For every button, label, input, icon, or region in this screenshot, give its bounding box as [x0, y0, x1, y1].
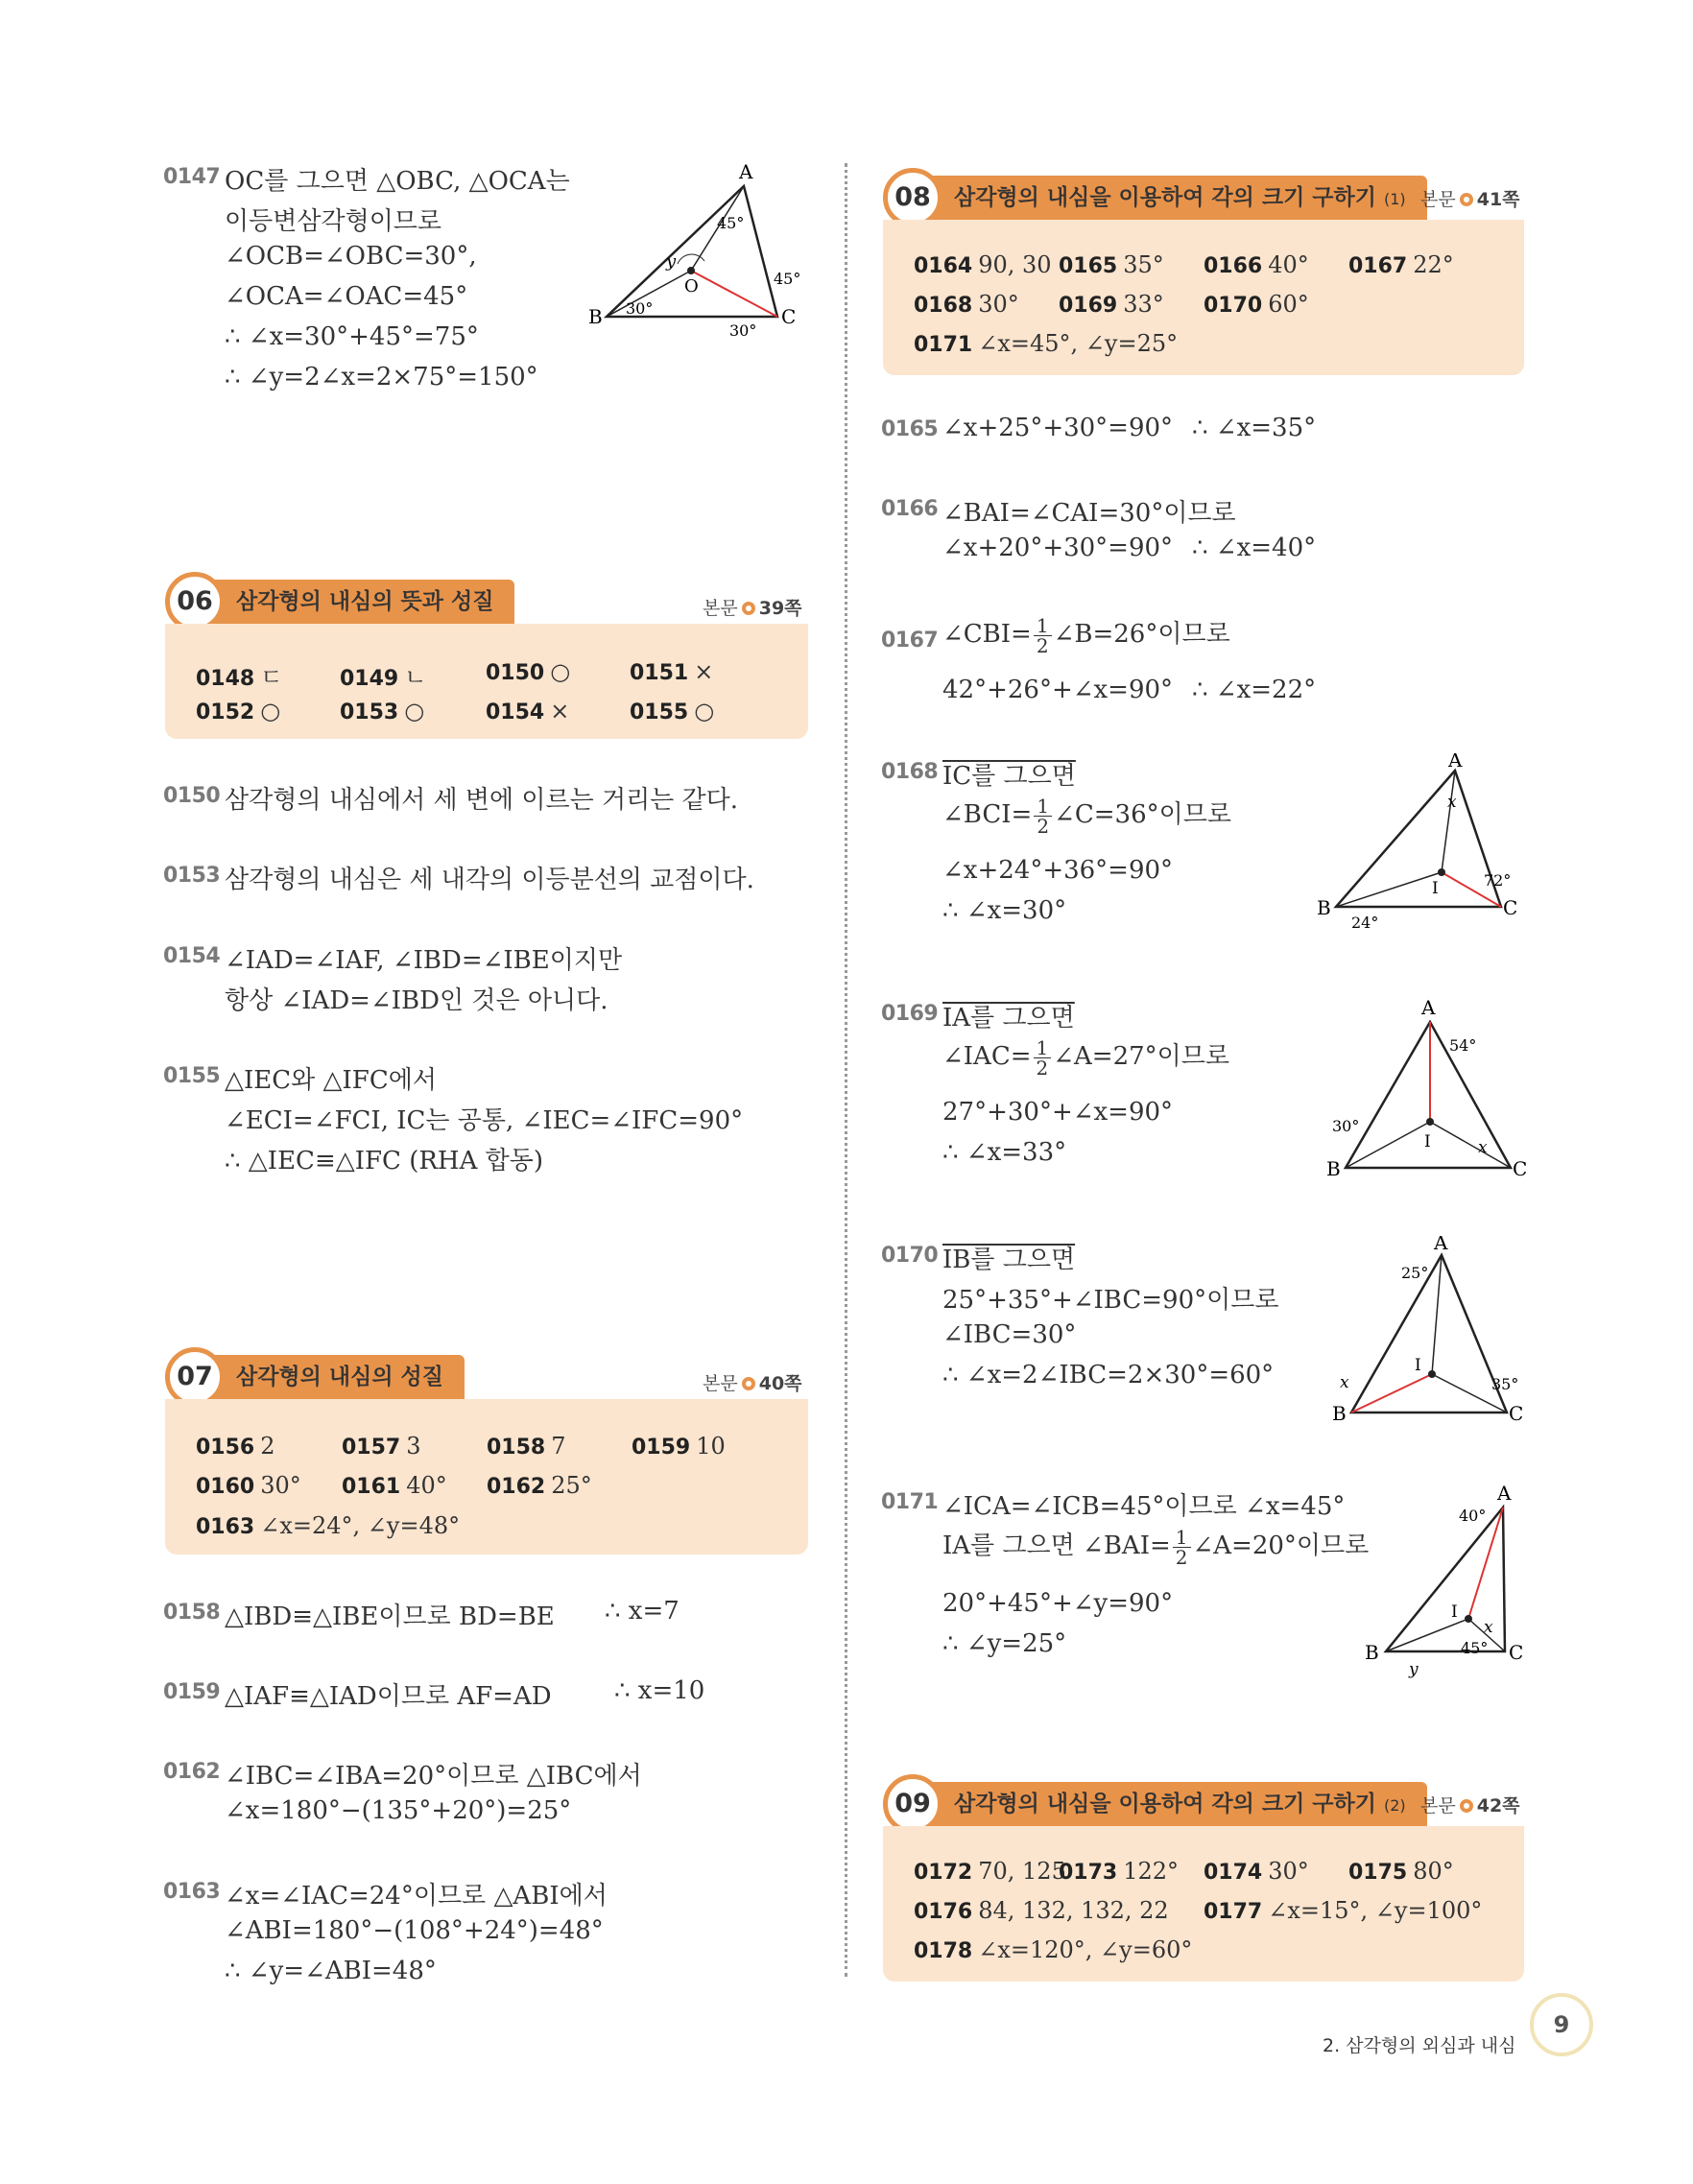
- section-title: 삼각형의 내심의 성질: [203, 1355, 465, 1399]
- answer-item: 0164 90, 30: [914, 251, 1052, 278]
- problem-number: 0159: [163, 1680, 221, 1704]
- solution-line: 42°+26°+∠x=90°: [942, 676, 1174, 704]
- solution-line: 항상 ∠IAD=∠IBD인 것은 아니다.: [225, 986, 608, 1015]
- label-A: A: [1421, 996, 1436, 1019]
- solution-line: ∠CBI= $\frac{1}{2}$ ∠B=26°이므로: [942, 613, 1230, 657]
- angle-54: 54°: [1449, 1036, 1477, 1055]
- solution-result: ∴ ∠x=35°: [1192, 414, 1317, 442]
- solution-line: IA를 그으면 ∠BAI= $\frac{1}{2}$ ∠A=20°이므로: [942, 1525, 1370, 1569]
- answer-item: 0157 3: [342, 1433, 421, 1460]
- angle-45-C: 45°: [774, 270, 801, 288]
- problem-number: 0168: [881, 760, 939, 784]
- angle-35: 35°: [1491, 1375, 1519, 1393]
- answer-item: 0177 ∠x=15°, ∠y=100°: [1204, 1897, 1483, 1924]
- fraction: $\frac{1}{2}$: [1034, 1038, 1052, 1078]
- section-title: 삼각형의 내심을 이용하여 각의 크기 구하기 (1): [921, 176, 1427, 220]
- solution-line: ∠ABI=180°−(108°+24°)=48°: [225, 1916, 604, 1945]
- label-I: I: [1415, 1356, 1421, 1375]
- label-I: I: [1432, 879, 1439, 898]
- column-divider: [845, 163, 847, 1977]
- answer-item: 0167 22°: [1348, 251, 1454, 278]
- answer-item: 0155 ○: [630, 698, 715, 724]
- answer-item: 0171 ∠x=45°, ∠y=25°: [914, 330, 1179, 357]
- label-A: A: [1448, 753, 1463, 772]
- textbook-page-ref: 본문 40쪽: [703, 1373, 802, 1394]
- answer-item: 0172 70, 125: [914, 1858, 1066, 1885]
- label-C: C: [1513, 1157, 1528, 1180]
- section-badge: 06: [165, 572, 225, 631]
- answer-item: 0169 33°: [1059, 291, 1164, 318]
- fraction: $\frac{1}{2}$: [1173, 1528, 1191, 1567]
- triangle-figure-0169: [1323, 993, 1534, 1185]
- section-badge: 07: [165, 1347, 225, 1407]
- section-title: 삼각형의 내심의 뜻과 성질: [203, 580, 514, 624]
- angle-25: 25°: [1401, 1264, 1429, 1282]
- label-A: A: [1434, 1236, 1448, 1254]
- solution-line: ∴ ∠y=∠ABI=48°: [225, 1957, 437, 1985]
- solution-line: △IAF≡△IAD이므로 AF=AD: [225, 1682, 552, 1711]
- answer-item: 0166 40°: [1204, 251, 1309, 278]
- page-number: 9: [1530, 1993, 1593, 2056]
- problem-number: 0165: [881, 417, 939, 441]
- answer-item: 0161 40°: [342, 1472, 447, 1499]
- answer-item: 0163 ∠x=24°, ∠y=48°: [196, 1512, 461, 1539]
- problem-number: 0169: [881, 1002, 939, 1026]
- label-B: B: [588, 305, 603, 328]
- label-B: B: [1332, 1402, 1347, 1425]
- answer-item: 0154 ×: [486, 698, 570, 724]
- solution-line: 삼각형의 내심에서 세 변에 이르는 거리는 같다.: [225, 786, 739, 815]
- label-C: C: [781, 305, 797, 328]
- answer-item: 0160 30°: [196, 1472, 301, 1499]
- solution-line: ∠x=180°−(135°+20°)=25°: [225, 1796, 572, 1825]
- section-title: 삼각형의 내심을 이용하여 각의 크기 구하기 (2): [921, 1782, 1427, 1826]
- section-badge: 08: [883, 168, 942, 227]
- solution-line: ∠ICA=∠ICB=45°이므로 ∠x=45°: [942, 1492, 1346, 1521]
- solution-line: 27°+30°+∠x=90°: [942, 1098, 1174, 1127]
- label-B: B: [1317, 896, 1331, 919]
- solution-line: IC를 그으면: [942, 762, 1076, 791]
- solution-line: IA를 그으면: [942, 1004, 1075, 1033]
- solution-line: ∠x+20°+30°=90°: [942, 534, 1174, 562]
- problem-number: 0167: [881, 629, 939, 653]
- answer-item: 0168 30°: [914, 291, 1019, 318]
- solution-line: ∴ ∠y=25°: [942, 1629, 1067, 1658]
- answer-item: 0156 2: [196, 1433, 275, 1460]
- triangle-figure-0171: [1342, 1483, 1534, 1684]
- answer-item: 0175 80°: [1348, 1858, 1454, 1885]
- angle-30-C: 30°: [729, 321, 757, 340]
- answer-item: 0153 ○: [340, 698, 425, 724]
- label-A: A: [739, 163, 753, 183]
- solution-line: ∴ ∠y=2∠x=2×75°=150°: [225, 363, 538, 392]
- answer-item: 0159 10: [632, 1433, 726, 1460]
- answer-item: 0150 ○: [486, 658, 571, 685]
- textbook-page-ref: 본문 42쪽: [1420, 1795, 1520, 1816]
- label-I: I: [1451, 1602, 1458, 1622]
- answer-item: 0170 60°: [1204, 291, 1309, 318]
- solution-line: △IBD≡△IBE이므로 BD=BE: [225, 1602, 555, 1631]
- angle-24: 24°: [1351, 914, 1379, 932]
- answer-item: 0151 ×: [630, 658, 714, 685]
- problem-number: 0163: [163, 1880, 221, 1904]
- solution-line: ∴ ∠x=2∠IBC=2×30°=60°: [942, 1361, 1275, 1389]
- angle-45-A: 45°: [717, 214, 745, 232]
- solution-line: ∠IBC=30°: [942, 1320, 1077, 1349]
- problem-number: 0162: [163, 1760, 221, 1784]
- answer-item: 0148 ㄷ: [196, 664, 283, 691]
- problem-number: 0166: [881, 497, 939, 521]
- label-O: O: [684, 276, 699, 297]
- problem-number: 0147: [163, 165, 221, 189]
- arrow-circle-icon: [742, 1377, 755, 1390]
- label-y: y: [666, 251, 677, 272]
- triangle-figure-0168: [1313, 753, 1543, 936]
- solution-line: ∴ ∠x=30°: [942, 896, 1067, 925]
- answer-item: 0162 25°: [487, 1472, 592, 1499]
- solution-line: ∴ ∠x=33°: [942, 1138, 1067, 1167]
- solution-line: ∠x+24°+36°=90°: [942, 856, 1174, 885]
- triangle-figure-0170: [1323, 1236, 1534, 1428]
- solution-result: ∴ ∠x=22°: [1192, 676, 1317, 704]
- label-A: A: [1497, 1483, 1512, 1505]
- solution-line: △IEC와 △IFC에서: [225, 1066, 437, 1095]
- solution-line: OC를 그으면 △OBC, △OCA는: [225, 167, 570, 196]
- triangle-figure-0147: [585, 163, 816, 345]
- answer-item: 0174 30°: [1204, 1858, 1309, 1885]
- label-x: x: [1478, 1138, 1488, 1157]
- answer-item: 0173 122°: [1059, 1858, 1180, 1885]
- solution-line: ∠BCI= $\frac{1}{2}$ ∠C=36°이므로: [942, 794, 1231, 838]
- solution-line: IB를 그으면: [942, 1246, 1076, 1274]
- solution-result: ∴ ∠x=40°: [1192, 534, 1317, 562]
- solution-line: ∠ECI=∠FCI, IC는 공통, ∠IEC=∠IFC=90°: [225, 1106, 744, 1135]
- solution-result: ∴ x=10: [614, 1676, 705, 1705]
- solution-line: ∠IAD=∠IAF, ∠IBD=∠IBE이지만: [225, 946, 623, 975]
- solution-line: ∠BAI=∠CAI=30°이므로: [942, 499, 1236, 528]
- problem-number: 0171: [881, 1490, 939, 1514]
- solution-line: ∠OCA=∠OAC=45°: [225, 282, 468, 311]
- answer-item: 0165 35°: [1059, 251, 1164, 278]
- answer-item: 0149 ㄴ: [340, 664, 427, 691]
- solution-result: ∴ x=7: [605, 1597, 680, 1626]
- textbook-page-ref: 본문 39쪽: [703, 598, 802, 619]
- solution-line: 이등변삼각형이므로: [225, 207, 442, 236]
- label-x: x: [1484, 1618, 1493, 1637]
- angle-40: 40°: [1459, 1507, 1487, 1525]
- arrow-circle-icon: [1460, 1799, 1473, 1813]
- solution-line: ∠x=∠IAC=24°이므로 △ABI에서: [225, 1882, 608, 1911]
- label-B: B: [1365, 1641, 1379, 1664]
- angle-30: 30°: [1332, 1117, 1360, 1135]
- problem-number: 0150: [163, 784, 221, 808]
- solution-line: ∠IAC= $\frac{1}{2}$ ∠A=27°이므로: [942, 1035, 1230, 1080]
- label-x: x: [1340, 1373, 1349, 1392]
- arrow-circle-icon: [742, 602, 755, 615]
- solution-line: ∠IBC=∠IBA=20°이므로 △IBC에서: [225, 1762, 642, 1791]
- solution-line: 삼각형의 내심은 세 내각의 이등분선의 교점이다.: [225, 866, 754, 894]
- answer-item: 0158 7: [487, 1433, 566, 1460]
- label-C: C: [1509, 1641, 1524, 1664]
- label-C: C: [1509, 1402, 1524, 1425]
- solution-line: ∴ ∠x=30°+45°=75°: [225, 322, 479, 351]
- fraction: $\frac{1}{2}$: [1034, 616, 1052, 655]
- solution-line: ∠OCB=∠OBC=30°,: [225, 242, 477, 271]
- solution-line: ∴ △IEC≡△IFC (RHA 합동): [225, 1147, 544, 1175]
- angle-30-B: 30°: [626, 299, 654, 318]
- arrow-circle-icon: [1460, 193, 1473, 206]
- label-I: I: [1424, 1132, 1431, 1151]
- answer-item: 0178 ∠x=120°, ∠y=60°: [914, 1936, 1193, 1963]
- label-y: y: [1409, 1660, 1419, 1679]
- problem-number: 0154: [163, 944, 221, 968]
- label-x: x: [1447, 793, 1457, 812]
- chapter-footer: 2. 삼각형의 외심과 내심: [1323, 2035, 1516, 2056]
- problem-number: 0158: [163, 1601, 221, 1625]
- problem-number: 0155: [163, 1064, 221, 1088]
- answer-item: 0176 84, 132, 132, 22: [914, 1897, 1169, 1924]
- fraction: $\frac{1}{2}$: [1034, 796, 1052, 836]
- problem-number: 0170: [881, 1244, 939, 1268]
- angle-45: 45°: [1461, 1639, 1489, 1657]
- label-C: C: [1503, 896, 1518, 919]
- label-B: B: [1326, 1157, 1341, 1180]
- solution-line: ∠x+25°+30°=90°: [942, 414, 1174, 442]
- section-badge: 09: [883, 1774, 942, 1834]
- angle-72: 72°: [1484, 871, 1512, 890]
- solution-line: 20°+45°+∠y=90°: [942, 1589, 1174, 1618]
- problem-number: 0153: [163, 864, 221, 888]
- textbook-page-ref: 본문 41쪽: [1420, 189, 1520, 210]
- solution-line: 25°+35°+∠IBC=90°이므로: [942, 1286, 1279, 1315]
- answer-item: 0152 ○: [196, 698, 281, 724]
